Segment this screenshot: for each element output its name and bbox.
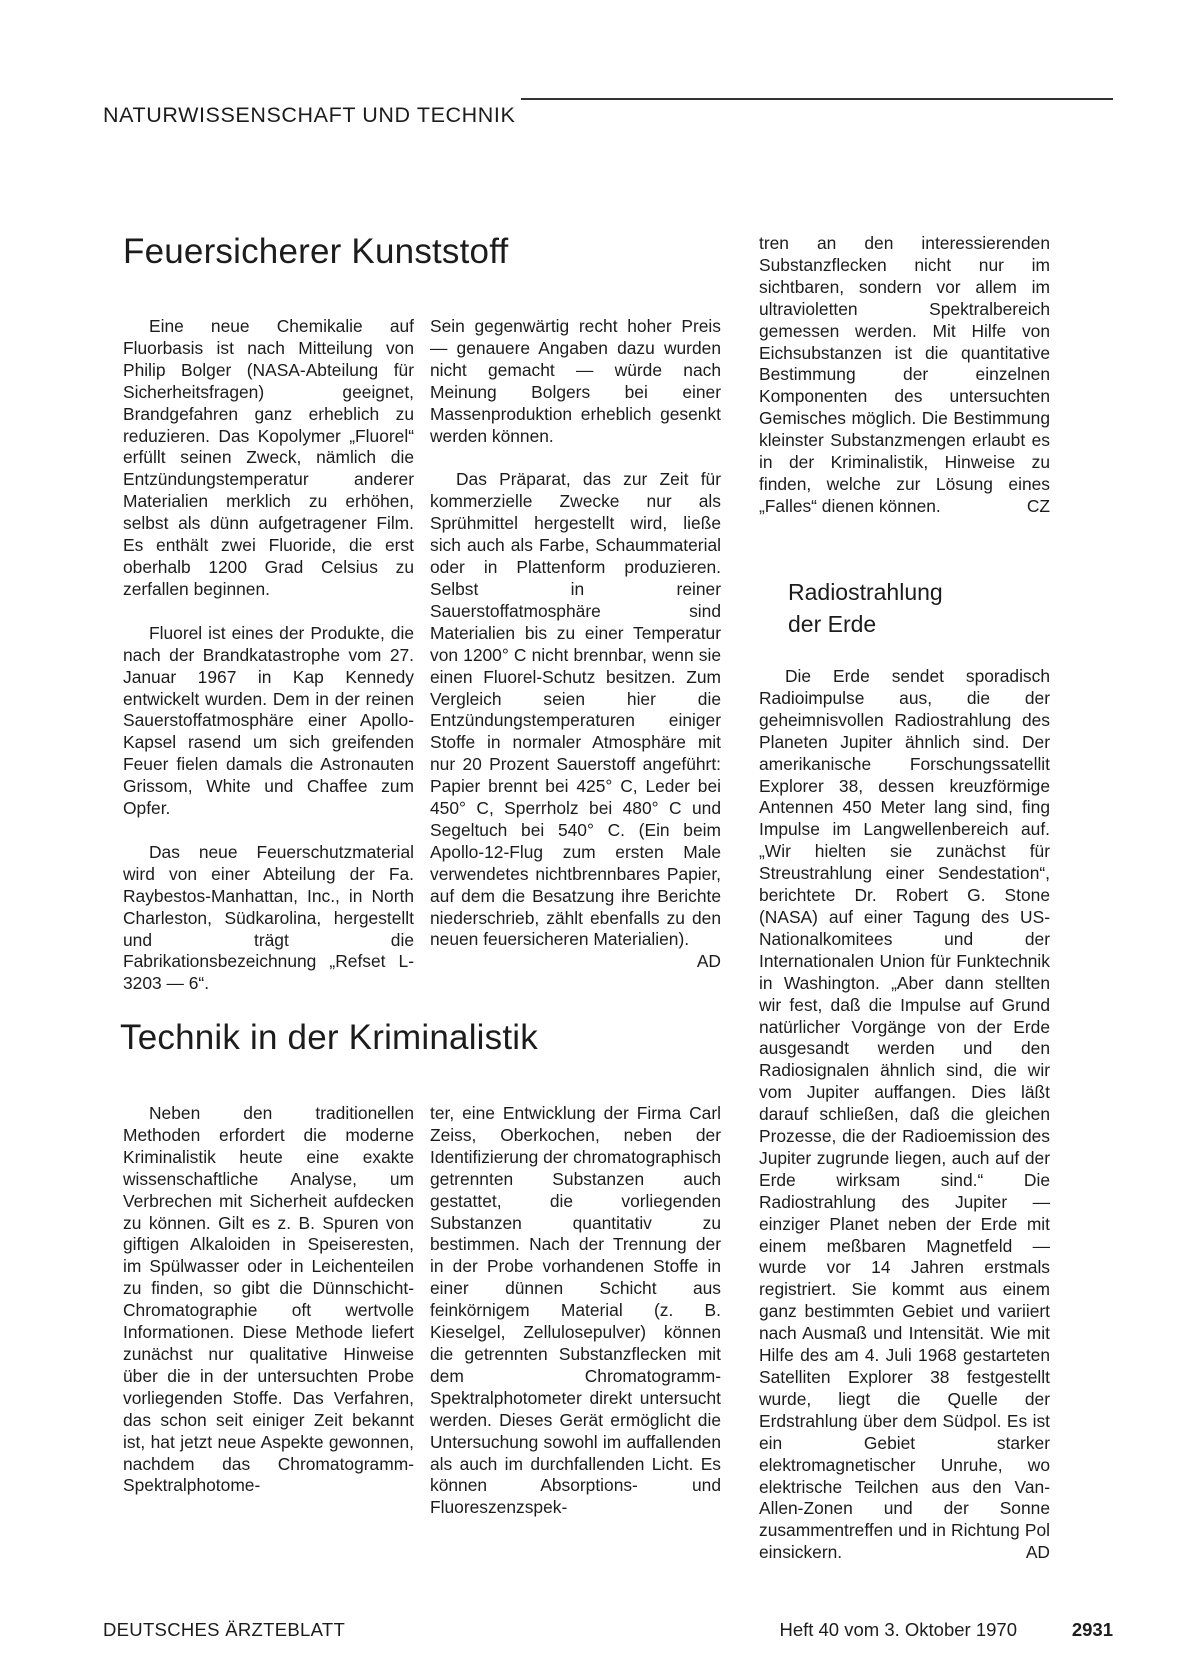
article2-column1: [123, 1103, 414, 1497]
article1-column1: [123, 316, 414, 995]
article2-paragraph: ter, eine Entwicklung der Firma Carl Zeiss, Oberkochen, neben der Identifizierung der chromatographisch getrennten Substanzen auch gestattet, die vorliegenden Substanzen quantitativ zu bestimmen. Nach der Trennung der in der Probe vorhandenen Stoffe in einer dünnen Schicht aus feinkörnigem Material (z. B. Kieselgel, Zellulosepulver) können die getrennten Substanzflecken mit dem Chromatogramm-Spektralphotometer direkt untersucht werden. Dieses Gerät ermöglicht die Untersuchung sowohl im auffallenden als auch im durchfallenden Licht. Es können Absorptions- und Fluoreszenzspek-: [430, 1103, 721, 1518]
author-signature: AD: [1025, 1542, 1050, 1563]
page-number: 2931: [1071, 1619, 1113, 1640]
section-header: [103, 86, 1113, 126]
article2-column3: [759, 233, 1050, 518]
article3-paragraph-with-signature: [759, 666, 1050, 1564]
article3-title-line: der Erde: [788, 611, 877, 637]
author-signature: AD: [696, 951, 721, 972]
article-title-radiostrahlung-der-erde: [788, 576, 943, 640]
article3-title-line: Radiostrahlung: [788, 579, 943, 605]
article1-paragraph-with-signature: [430, 469, 721, 972]
page-footer: [103, 1618, 1113, 1642]
footer-publication: DEUTSCHES ÄRZTEBLATT: [103, 1619, 346, 1640]
article-title-technik-in-der-kriminalistik: Technik in der Kriminalistik: [120, 1018, 538, 1057]
article2-paragraph: Neben den traditionellen Methoden erfordert die moderne Kriminalistik heute eine exakte wissenschaftliche Analyse, um Verbrechen mit Sicherheit aufdecken zu können. Gilt es z. B. Spuren von giftigen Alkaloiden in Speiseresten, im Spülwasser oder in Leichenteilen zu finden, so gibt die Dünnschicht-Chromatographie oft wertvolle Informationen. Diese Methode liefert zunächst nur qualitative Hinweise über die in der untersuchten Probe vorliegenden Stoffe. Das Verfahren, das schon seit einiger Zeit bekannt ist, hat jetzt neue Aspekte gewonnen, nachdem das Chromatogramm-Spektralphotome-: [123, 1103, 414, 1496]
article3-paragraph-text: Die Erde sendet sporadisch Radioimpulse aus, die der geheimnisvollen Radiostrahlung des Planeten Jupiter ähnlich sind. Der amerikanische Forschungssatellit Explorer 38, dessen kreuzförmige Antennen 450 Meter lang sind, fing Impulse im Langwellenbereich auf. „Wir hielten sie zunächst für Streustrahlung einer Sendestation“, berichtete Dr. Robert G. Stone (NASA) auf einer Tagung des US-Nationalkomitees und der Internationalen Union für Funktechnik in Washington. „Aber dann stellten wir fest, daß die Impulse auf Grund natürlicher Vorgänge von der Erde ausgesandt werden und den Radiosignalen ähnlich sind, die wir vom Jupiter auffangen. Dies läßt darauf schließen, daß die gleichen Prozesse, die der Radioemission des Jupiter zugrunde liegen, auch auf der Erde wirksam sind.“ Die Radiostrahlung des Jupiter — einziger Planet neben der Erde mit einem meßbaren Magnetfeld — wurde vor 14 Jahren erstmals registriert. Sie kommt aus einem ganz bestimmten Gebiet und variiert nach Ausmaß und Intensität. Wie mit Hilfe des am 4. Juli 1968 gestarteten Satelliten Explorer 38 festgestellt wurde, liegt die Quelle der Erdstrahlung über dem Südpol. Es ist ein Gebiet starker elektromagnetischer Unruhe, wo elektrische Teilchen aus den Van-Allen-Zonen und der Sonne zusammentreffen und in Richtung Pol einsickern.: [759, 666, 1050, 1563]
footer-issue: Heft 40 vom 3. Oktober 1970: [779, 1619, 1017, 1640]
article2-column2: [430, 1103, 721, 1519]
article-title-feuersicherer-kunststoff: Feuersicherer Kunststoff: [123, 232, 509, 271]
article1-paragraph: Sein gegenwärtig recht hoher Preis — genauere Angaben dazu wurden nicht gemacht — würde nach Meinung Bolgers bei einer Massenproduktion erheblich gesenkt werden können.: [430, 316, 721, 446]
header-rule: [521, 98, 1113, 100]
article1-column2: [430, 316, 721, 973]
article1-paragraph: Das neue Feuerschutzmaterial wird von einer Abteilung der Fa. Raybestos-Manhattan, Inc., in North Charleston, Südkarolina, hergestellt und trägt die Fabrikationsbezeichnung „Refset L-3203 — 6“.: [123, 841, 414, 994]
section-label: NATURWISSENSCHAFT UND TECHNIK: [103, 102, 516, 127]
article1-paragraph-text: Das Präparat, das zur Zeit für kommerzielle Zwecke nur als Sprühmittel hergestellt wird, ließe sich auch als Farbe, Schaummaterial oder in Plattenform produzieren. Selbst in reiner Sauerstoffatmosphäre sind Materialien bis zu einer Temperatur von 1200° C nicht brennbar, wenn sie einen Fluorel-Schutz besitzen. Zum Vergleich seien hier die Entzündungstemperaturen einiger Stoffe in normaler Atmosphäre mit nur 20 Prozent Sauerstoff angeführt: Papier brennt bei 425° C, Leder bei 450° C, Sperrholz bei 480° C und Segeltuch bei 540° C. (Ein beim Apollo-12-Flug zum ersten Male verwendetes nichtbrennbares Papier, auf dem die Besatzung ihre Berichte niederschrieb, zählt ebenfalls zu den neuen feuersicheren Materialien).: [430, 469, 721, 950]
article3-column: [759, 666, 1050, 1564]
article2-paragraph-with-signature: [759, 233, 1050, 518]
article2-paragraph-text: tren an den interessierenden Substanzflecken nicht nur im sichtbaren, sondern vor allem im ultravioletten Spektralbereich gemessen werden. Mit Hilfe von Eichsubstanzen ist die quantitative Bestimmung der einzelnen Komponenten des untersuchten Gemisches möglich. Die Bestimmung kleinster Substanzmengen erlaubt es in der Kriminalistik, Hinweise zu finden, welche zur Lösung eines „Falles“ dienen können.: [759, 233, 1050, 516]
author-signature: CZ: [1026, 495, 1050, 516]
article1-paragraph: Eine neue Chemikalie auf Fluorbasis ist nach Mitteilung von Philip Bolger (NASA-Abteilung für Sicherheitsfragen) geeignet, Brandgefahren ganz erheblich zu reduzieren. Das Kopolymer „Fluorel“ erfüllt seinen Zweck, nämlich die Entzündungstemperatur anderer Materialien merklich zu erhöhen, selbst als dünn aufgetragener Film. Es enthält zwei Fluoride, die erst oberhalb 1200 Grad Celsius zu zerfallen beginnen.: [123, 316, 414, 599]
article1-paragraph: Fluorel ist eines der Produkte, die nach der Brandkatastrophe vom 27. Januar 1967 in Kap Kennedy entwickelt wurden. Dem in der reinen Sauerstoffatmosphäre einer Apollo-Kapsel rasend um sich greifenden Feuer fielen damals die Astronauten Grissom, White und Chaffee zum Opfer.: [123, 622, 414, 819]
